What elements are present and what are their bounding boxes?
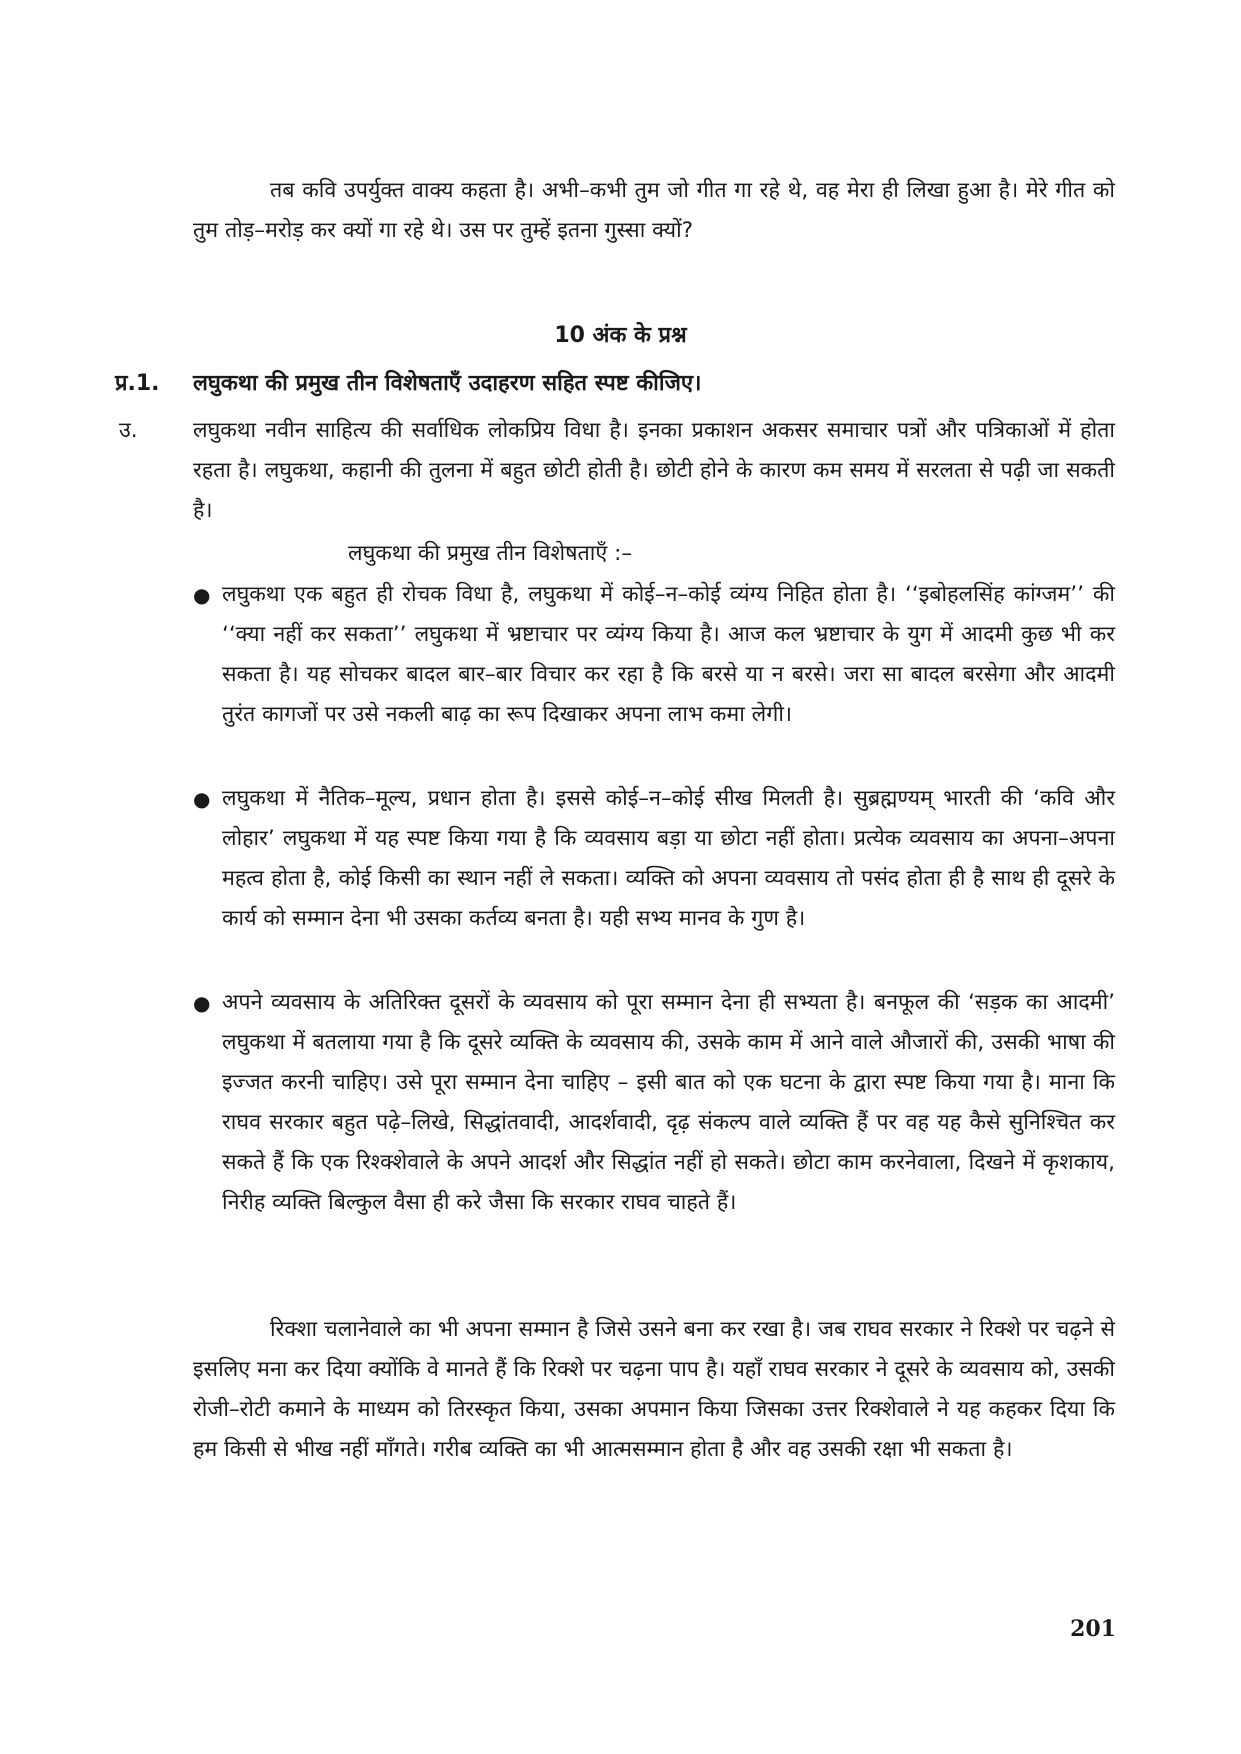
bullet-icon: ● [193, 583, 211, 607]
page-number: 201 [1070, 1616, 1116, 1642]
section-heading: 10 अंक के प्रश्न [554, 323, 687, 348]
bullet-icon: ● [193, 991, 211, 1015]
feature-item-1: लघुकथा एक बहुत ही रोचक विधा है, लघुकथा में कोई–न–कोई व्यंग्य निहित होता है। ‘‘इबोहलसिंह कांग्जम’’ की ‘‘क्या नहीं कर सकता’’ लघुकथा में भ्रष्टाचार पर व्यंग्य किया है। आज कल भ्रष्टाचार के युग में आदमी कुछ भी कर सकता है। यह सोचकर बादल बार–बार विचार कर रहा है कि बरसे या न बरसे। जरा सा बादल बरसेगा और आदमी तुरंत कागजों पर उसे नकली बाढ़ का रूप दिखाकर अपना लाभ कमा लेगी। [222, 582, 1115, 727]
features-subheading: लघुकथा की प्रमुख तीन विशेषताएँ :– [348, 541, 633, 566]
bullet-icon: ● [193, 787, 211, 811]
answer-label: उ. [119, 418, 138, 443]
closing-paragraph: रिक्शा चलानेवाले का भी अपना सम्मान है जिसे उसने बना कर रखा है। जब राघव सरकार ने रिक्शे पर चढ़ने से इसलिए मना कर दिया क्योंकि वे मानते हैं कि रिक्शे पर चढ़ना पाप है। यहाँ राघव सरकार ने दूसरे के व्यवसाय को, उसकी रोजी–रोटी कमाने के माध्यम को तिरस्कृत किया, उसका अपमान किया जिसका उत्तर रिक्शेवाले ने यह कहकर दिया कि हम किसी से भीख नहीं माँगते। गरीब व्यक्ति का भी आत्मसम्मान होता है और वह उसकी रक्षा भी सकता है। [193, 1317, 1115, 1462]
feature-item-3: अपने व्यवसाय के अतिरिक्त दूसरों के व्यवसाय को पूरा सम्मान देना ही सभ्यता है। बनफूल की ‘सड़क का आदमी’ लघुकथा में बतलाया गया है कि दूसरे व्यक्ति के व्यवसाय की, उसके काम में आने वाले औजारों की, उसकी भाषा की इज्जत करनी चाहिए। उसे पूरा सम्मान देना चाहिए – इसी बात को एक घटना के द्वारा स्पष्ट किया गया है। माना कि राघव सरकार बहुत पढ़े–लिखे, सिद्धांतवादी, आदर्शवादी, दृढ़ संकल्प वाले व्यक्ति हैं पर वह यह कैसे सुनिश्चित कर सकते हैं कि एक रिश्क्शेवाले के अपने आदर्श और सिद्धांत नहीं हो सकते। छोटा काम करनेवाला, दिखने में कृशकाय, निरीह व्यक्ति बिल्कुल वैसा ही करे जैसा कि सरकार राघव चाहते हैं। [222, 990, 1115, 1215]
question-number: प्र.1. [115, 371, 160, 396]
feature-item-2: लघुकथा में नैतिक–मूल्य, प्रधान होता है। इससे कोई–न–कोई सीख मिलती है। सुब्रह्मण्यम् भारती की ‘कवि और लोहार’ लघुकथा में यह स्पष्ट किया गया है कि व्यवसाय बड़ा या छोटा नहीं होता। प्रत्येक व्यवसाय का अपना–अपना महत्व होता है, कोई किसी का स्थान नहीं ले सकता। व्यक्ति को अपना व्यवसाय तो पसंद होता ही है साथ ही दूसरे के कार्य को सम्मान देना भी उसका कर्तव्य बनता है। यही सभ्य मानव के गुण है। [222, 786, 1115, 931]
answer-opening: लघुकथा नवीन साहित्य की सर्वाधिक लोकप्रिय विधा है। इनका प्रकाशन अकसर समाचार पत्रों और पत्रिकाओं में होता रहता है। लघुकथा, कहानी की तुलना में बहुत छोटी होती है। छोटी होने के कारण कम समय में सरलता से पढ़ी जा सकती है। [193, 418, 1115, 523]
intro-paragraph: तब कवि उपर्युक्त वाक्य कहता है। अभी–कभी तुम जो गीत गा रहे थे, वह मेरा ही लिखा हुआ है। मेरे गीत को तुम तोड़–मरोड़ कर क्यों गा रहे थे। उस पर तुम्हें इतना गुस्सा क्यों? [193, 178, 1115, 243]
question-text: लघुकथा की प्रमुख तीन विशेषताएँ उदाहरण सहित स्पष्ट कीजिए। [193, 371, 702, 396]
